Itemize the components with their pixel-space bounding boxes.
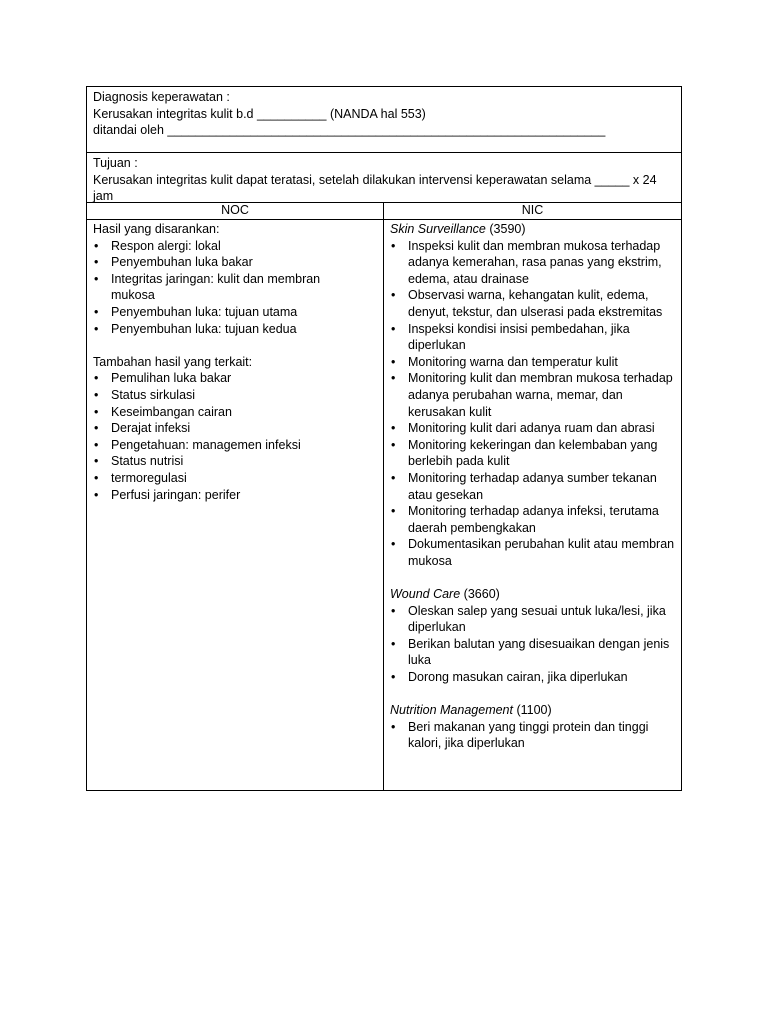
nic-skin-code: (3590)	[489, 222, 526, 236]
diagnosis-line-1: Kerusakan integritas kulit b.d __________ (NANDA hal 553)	[93, 106, 426, 121]
noc-header: NOC	[87, 203, 384, 219]
list-item: • Penyembuhan luka: tujuan utama	[93, 304, 377, 321]
diagnosis-line-2: ditandai oleh _______________________________________________________________	[93, 123, 606, 138]
list-item: • termoregulasi	[93, 470, 377, 487]
noc-suggested-list	[93, 238, 377, 338]
list-item: • Penyembuhan luka: tujuan kedua	[93, 321, 377, 338]
noc-title-suggested: Hasil yang disarankan:	[93, 222, 220, 236]
nic-nutrition-heading	[390, 702, 675, 719]
list-item: • Penyembuhan luka bakar	[93, 254, 377, 271]
list-item: • Monitoring kulit dari adanya ruam dan abrasi	[390, 420, 675, 437]
list-item: • Keseimbangan cairan	[93, 404, 377, 421]
list-item: • Monitoring terhadap adanya sumber tekanan atau gesekan	[390, 470, 675, 503]
noc-column	[87, 220, 384, 790]
list-item: • Monitoring kulit dan membran mukosa terhadap adanya perubahan warna, memar, dan kerusakan kulit	[390, 370, 675, 420]
list-item: • Pemulihan luka bakar	[93, 370, 377, 387]
list-item: • Monitoring terhadap adanya infeksi, terutama daerah pembengkakan	[390, 503, 675, 536]
column-headers	[87, 203, 681, 220]
tujuan-label: Tujuan :	[93, 156, 138, 170]
list-item: • Integritas jaringan: kulit dan membran mukosa	[93, 271, 377, 304]
nic-nutrition-name: Nutrition Management	[390, 703, 513, 718]
diagnosis-label: Diagnosis keperawatan :	[93, 90, 230, 104]
list-item: • Perfusi jaringan: perifer	[93, 487, 377, 504]
list-item: • Monitoring kekeringan dan kelembaban yang berlebih pada kulit	[390, 437, 675, 470]
list-item: • Inspeksi kulit dan membran mukosa terhadap adanya kemerahan, rasa panas yang ekstrim, edema, atau drainase	[390, 238, 675, 288]
nic-skin-heading	[390, 221, 675, 238]
list-item: • Status sirkulasi	[93, 387, 377, 404]
noc-title-related: Tambahan hasil yang terkait:	[93, 354, 253, 369]
list-item: • Respon alergi: lokal	[93, 238, 377, 255]
care-plan-table	[86, 86, 682, 791]
nic-nutrition-list	[390, 719, 675, 752]
columns-body	[87, 220, 681, 790]
nic-column	[384, 220, 681, 790]
list-item: • Inspeksi kondisi insisi pembedahan, jika diperlukan	[390, 321, 675, 354]
noc-related-list	[93, 370, 377, 503]
list-item: • Beri makanan yang tinggi protein dan tinggi kalori, jika diperlukan	[390, 719, 675, 752]
list-item: • Dokumentasikan perubahan kulit atau membran mukosa	[390, 536, 675, 569]
list-item: • Dorong masukan cairan, jika diperlukan	[390, 669, 675, 686]
nic-skin-name: Skin Surveillance	[390, 222, 486, 236]
tujuan-text: Kerusakan integritas kulit dapat teratasi, setelah dilakukan intervensi keperawatan selama _____ x 24 jam	[93, 172, 657, 204]
nic-header: NIC	[521, 203, 544, 217]
list-item: • Derajat infeksi	[93, 420, 377, 437]
nic-wound-code: (3660)	[463, 587, 500, 602]
nic-nutrition-code: (1100)	[516, 703, 552, 718]
list-item: • Pengetahuan: managemen infeksi	[93, 437, 377, 454]
list-item: • Monitoring warna dan temperatur kulit	[390, 354, 675, 371]
tujuan-section	[87, 153, 681, 203]
list-item: • Berikan balutan yang disesuaikan dengan jenis luka	[390, 636, 675, 669]
list-item: • Status nutrisi	[93, 453, 377, 470]
nic-wound-list	[390, 603, 675, 686]
nic-wound-heading	[390, 586, 675, 603]
nic-skin-list	[390, 238, 675, 570]
diagnosis-section	[87, 87, 681, 153]
list-item: • Oleskan salep yang sesuai untuk luka/lesi, jika diperlukan	[390, 603, 675, 636]
nic-wound-name: Wound Care	[390, 587, 461, 602]
list-item: • Observasi warna, kehangatan kulit, edema, denyut, tekstur, dan ulserasi pada ekstremitas	[390, 287, 675, 320]
